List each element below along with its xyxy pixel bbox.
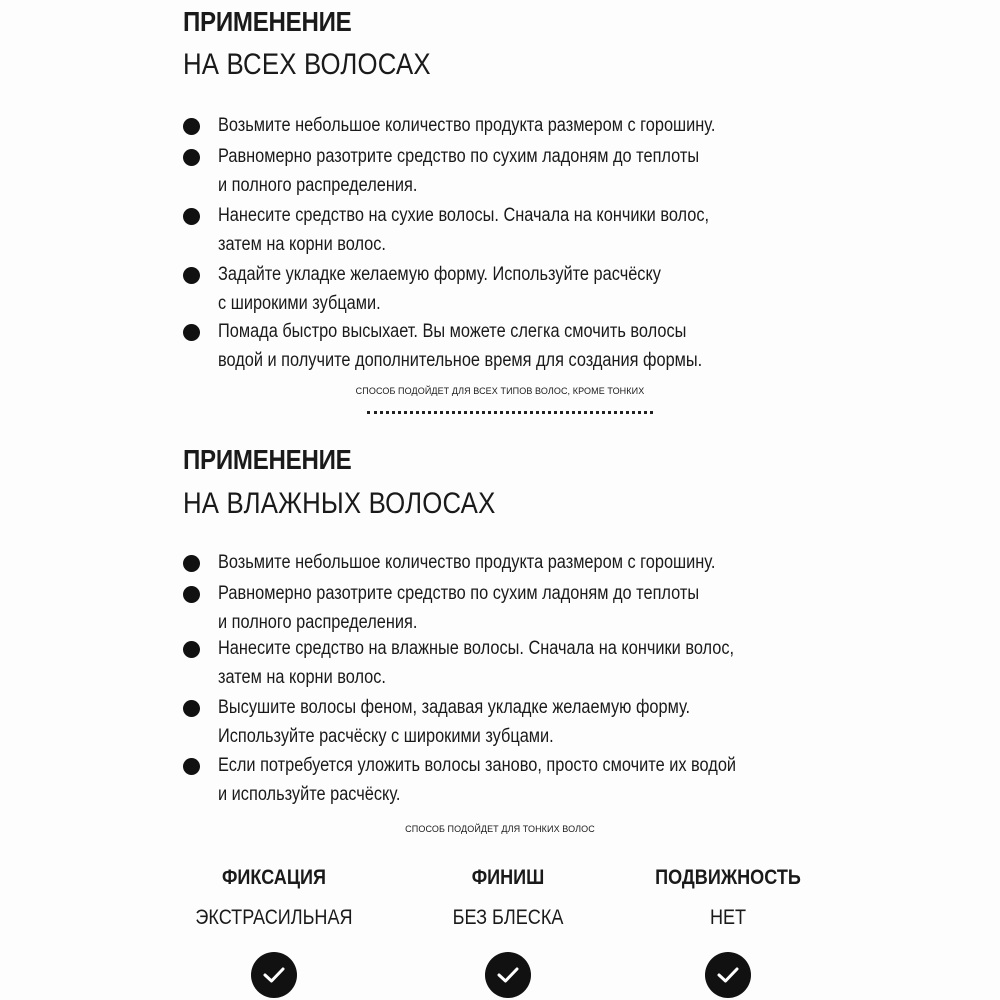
section1-subtitle: НА ВСЕХ ВОЛОСАХ [183,48,431,81]
bullet-icon [183,267,200,284]
property-label: ФИКСАЦИЯ [222,866,326,889]
list-item-text: и полного распределения. [218,175,418,196]
property-flexibility [618,860,838,998]
list-item-text: Высушите волосы феном, задавая укладке желаемую форму. [218,697,691,718]
check-circle-icon [485,952,531,998]
list-item-text: Используйте расчёску с широкими зубцами. [218,726,554,747]
list-item-text: Задайте укладке желаемую форму. Используйте расчёску [218,264,661,285]
list-item-text: Если потребуется уложить волосы заново, просто смочите их водой [218,755,737,776]
list-item-text: с широкими зубцами. [218,293,381,314]
section2-title: ПРИМЕНЕНИЕ [183,444,352,475]
property-value: НЕТ [709,906,747,929]
bullet-icon [183,555,200,572]
list-item-text: Нанесите средство на влажные волосы. Сначала на кончики волос, [218,638,735,659]
bullet-icon [183,586,200,603]
property-finish [398,860,618,998]
property-value: БЕЗ БЛЕСКА [452,906,564,929]
check-circle-icon [705,952,751,998]
bullet-icon [183,758,200,775]
list-item-text: и используйте расчёску. [218,784,401,805]
check-circle-icon [251,952,297,998]
list-item-text: Помада быстро высыхает. Вы можете слегка смочить волосы [218,321,687,342]
list-item-text: водой и получите дополнительное время для создания формы. [218,350,703,371]
product-properties [0,860,1000,1000]
bullet-icon [183,324,200,341]
list-item-text: Возьмите небольшое количество продукта размером с горошину. [218,552,716,573]
section1-title: ПРИМЕНЕНИЕ [183,6,352,37]
list-item-text: Равномерно разотрите средство по сухим ладоням до теплоты [218,146,700,167]
section1-note: СПОСОБ ПОДОЙДЕТ ДЛЯ ВСЕХ ТИПОВ ВОЛОС, КРОМЕ ТОНКИХ [355,386,645,396]
section2-note: СПОСОБ ПОДОЙДЕТ ДЛЯ ТОНКИХ ВОЛОС [405,824,595,834]
property-label: ФИНИШ [471,866,545,889]
property-label: ПОДВИЖНОСТЬ [655,866,801,889]
list-item-text: Нанесите средство на сухие волосы. Сначала на кончики волос, [218,205,710,226]
bullet-icon [183,118,200,135]
list-item-text: затем на корни волос. [218,667,386,688]
list-item-text: Равномерно разотрите средство по сухим ладоням до теплоты [218,583,700,604]
list-item-text: Возьмите небольшое количество продукта размером с горошину. [218,115,716,136]
dotted-divider [367,411,653,414]
list-item-text: и полного распределения. [218,612,418,633]
property-hold [164,860,384,998]
bullet-icon [183,641,200,658]
property-value: ЭКСТРАСИЛЬНАЯ [195,906,353,929]
bullet-icon [183,700,200,717]
section2-subtitle: НА ВЛАЖНЫХ ВОЛОСАХ [183,487,496,520]
bullet-icon [183,208,200,225]
bullet-icon [183,149,200,166]
list-item-text: затем на корни волос. [218,234,386,255]
